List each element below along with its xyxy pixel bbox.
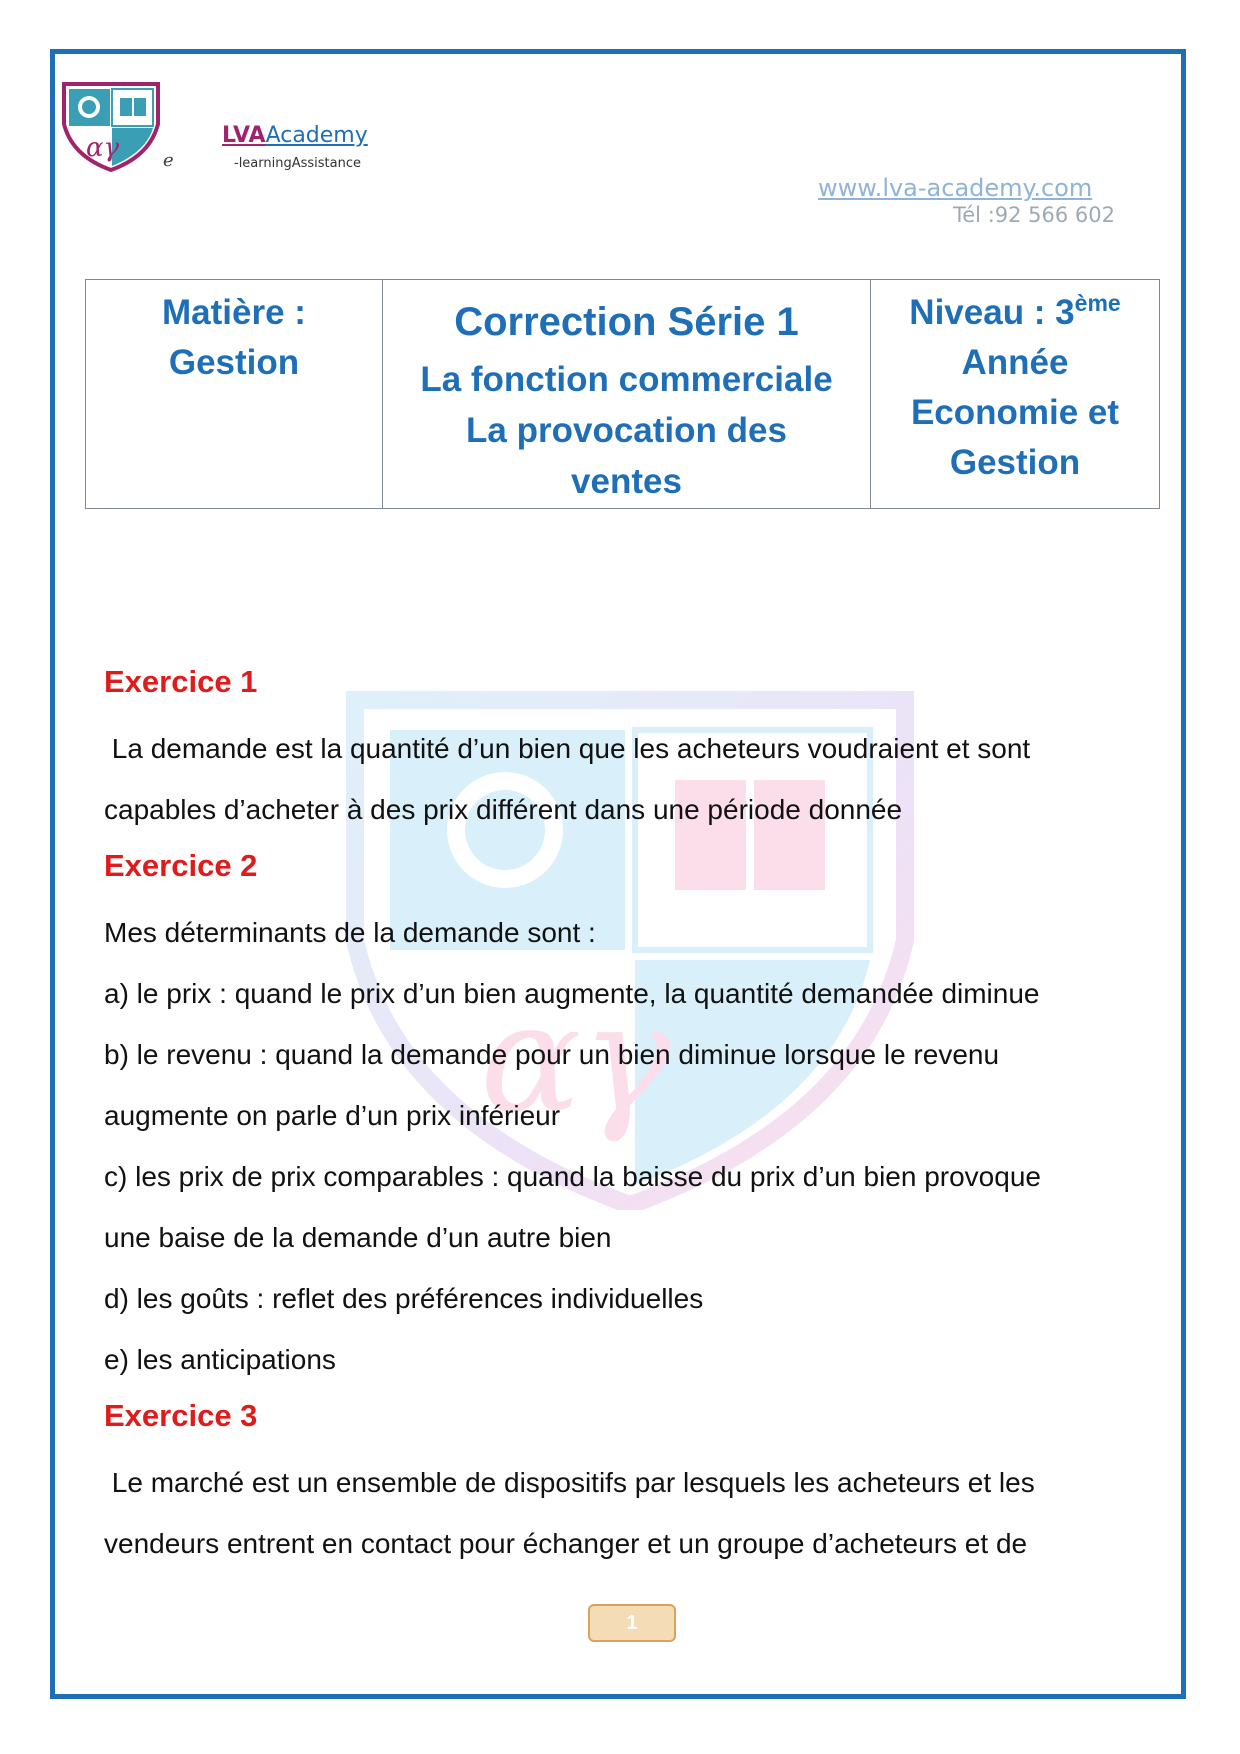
niveau-label: Niveau : 3ème bbox=[909, 290, 1121, 332]
exercice-3-line-1: Le marché est un ensemble de dispositifs par lesquels les acheteurs et les bbox=[104, 1467, 1035, 1498]
niveau-superscript: ème bbox=[1074, 290, 1121, 316]
exercice-2-item-c-line-2: une baise de la demande d’un autre bien bbox=[104, 1222, 612, 1253]
lva-logo bbox=[58, 80, 164, 172]
subtitle-line-3: ventes bbox=[571, 462, 682, 501]
niveau-line-3: Economie et bbox=[910, 393, 1120, 432]
brand-name bbox=[222, 123, 368, 148]
exercice-1-line-2: capables d’acheter à des prix différent dans une période donnée bbox=[104, 794, 903, 825]
brand-lva: LVA bbox=[222, 123, 266, 148]
brand-academy: Academy bbox=[265, 123, 368, 148]
subtitle-line-1: La fonction commerciale bbox=[420, 360, 833, 399]
exercice-2-item-b-line-1: b) le revenu : quand la demande pour un bien diminue lorsque le revenu bbox=[104, 1039, 1000, 1070]
exercice-2-item-e: e) les anticipations bbox=[104, 1344, 336, 1375]
page-number: 1 bbox=[588, 1604, 676, 1642]
niveau-line-4: Gestion bbox=[949, 443, 1081, 482]
matiere-label: Matière : bbox=[162, 293, 306, 332]
svg-text:αγ: αγ bbox=[86, 133, 120, 163]
exercice-1-heading: Exercice 1 bbox=[104, 664, 258, 699]
exercice-2-item-b-line-2: augmente on parle d’un prix inférieur bbox=[104, 1100, 561, 1131]
exercice-2-item-c-line-1: c) les prix de prix comparables : quand la baisse du prix d’un bien provoque bbox=[104, 1161, 1041, 1192]
title-cell bbox=[383, 280, 871, 509]
phone-number: Tél :92 566 602 bbox=[953, 203, 1116, 227]
document-title: Correction Série 1 bbox=[454, 300, 799, 344]
svg-text:αγ: αγ bbox=[480, 972, 671, 1146]
exercice-3-line-2: vendeurs entrent en contact pour échanger et un groupe d’acheteurs et de bbox=[104, 1528, 1028, 1559]
website-link[interactable]: www.lva-academy.com bbox=[818, 174, 1093, 202]
exercise-content bbox=[104, 662, 1164, 1574]
exercice-3-heading: Exercice 3 bbox=[104, 1398, 258, 1433]
exercice-2-heading: Exercice 2 bbox=[104, 848, 258, 883]
exercice-2-item-d: d) les goûts : reflet des préférences individuelles bbox=[104, 1283, 704, 1314]
matiere-value: Gestion bbox=[168, 343, 300, 382]
info-table bbox=[85, 279, 1160, 509]
matiere-cell bbox=[86, 280, 383, 509]
niveau-cell bbox=[871, 280, 1160, 509]
brand-tagline: -learningAssistance bbox=[234, 156, 361, 171]
exercice-2-intro: Mes déterminants de la demande sont : bbox=[104, 917, 596, 948]
subtitle-line-2: La provocation des bbox=[466, 411, 787, 450]
niveau-line-2: Année bbox=[961, 343, 1069, 382]
exercice-1-line-1: La demande est la quantité d’un bien que les acheteurs voudraient et sont bbox=[104, 733, 1031, 764]
exercice-2-item-a: a) le prix : quand le prix d’un bien augmente, la quantité demandée diminue bbox=[104, 978, 1040, 1009]
logo-e-letter: e bbox=[163, 150, 174, 171]
